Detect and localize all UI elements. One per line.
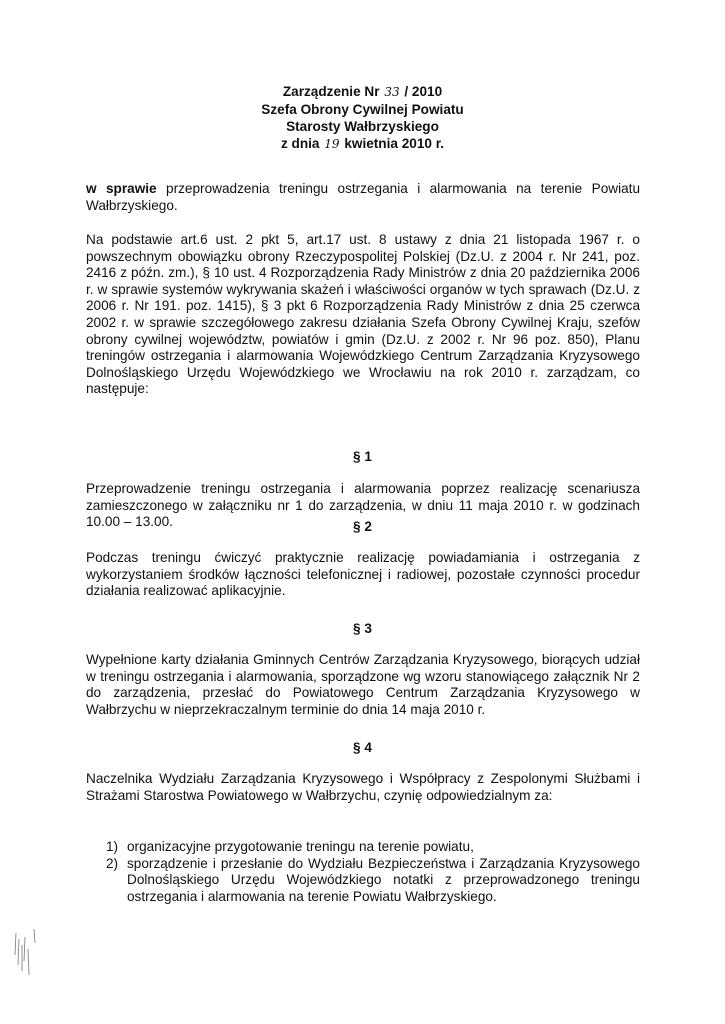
section-text-1: Przeprowadzenie treningu ostrzegania i alarmowania poprzez realizację scenariusza zamieszczonego w załączniku nr 1 do zarządzenia, w dniu 11 maja 2010 r. w godzinach 10.00 – 13.00. [86,481,640,530]
date-prefix: z dnia [280,136,320,151]
section-title-3: § 3 [353,621,372,636]
document-header [0,83,725,153]
legal-basis-paragraph: Na podstawie art.6 ust. 2 pkt 5, art.17 ust. 8 ustawy z dnia 21 listopada 1967 r. o powszechnym obowiązku obrony Rzeczypospolitej Polskiej (Dz.U. z 2004 r. Nr 241, poz. 2416 z późn. zm.), § 10 ust. 4 Rozporządzenia Rady Ministrów z dnia 20 października 2006 r. w sprawie systemów wykrywania skażeń i właściwości organów w tych sprawach (Dz.U. z 2006 r. Nr 191. poz. 1415), § 3 pkt 6 Rozporządzenia Rady Ministrów z dnia 25 czerwca 2002 r. w sprawie szczegółowego zakresu działania Szefa Obrony Cywilnej Kraju, szefów obrony cywilnej województw, powiatów i gmin (Dz.U. z 2002 r. Nr 96 poz. 850), Planu treningów ostrzegania i alarmowania Wojewódzkiego Centrum Zarządzania Kryzysowego Dolnośląskiego Urzędu Wojewódzkiego we Wrocławiu na rok 2010 r. zarządzam, co następuje: [86,232,640,397]
issuer-line: Szefa Obrony Cywilnej Powiatu [261,102,464,117]
order-title: Zarządzenie Nr [282,84,380,99]
section-text-4: Naczelnika Wydziału Zarządzania Kryzysowego i Współpracy z Zespolonymi Służbami i Strażami Starostwa Powiatowego w Wałbrzychu, czynię odpowiedzialnym za: [86,771,640,803]
section-text-3: Wypełnione karty działania Gminnych Centrów Zarządzania Kryzysowego, biorących udział w treningu ostrzegania i alarmowania, sporządzone wg wzoru stanowiącego załącznik Nr 2 do zarządzenia, przesłać do Powiatowego Centrum Zarządzania Kryzysowego w Wałbrzychu w nieprzekraczalnym terminie do dnia 14 maja 2010 r. [86,652,640,717]
subject-paragraph [86,181,640,214]
margin-scribble-mark [10,925,44,979]
list-item-number: 2) [106,855,119,871]
date-suffix: kwietnia 2010 r. [344,136,445,151]
list-item [106,856,640,906]
handwritten-day: 19 [324,137,340,151]
list-item [106,839,640,856]
list-item-text: organizacyjne przygotowanie treningu na terenie powiatu, [127,839,474,854]
order-year: / 2010 [404,84,443,99]
section-title-2: § 2 [353,519,372,534]
section-title-4: § 4 [353,740,372,755]
order-number-line [0,83,725,101]
list-item-number: 1) [106,839,119,854]
subject-lead: w sprawie [86,181,157,196]
section-title-1: § 1 [353,449,372,464]
section-text-2: Podczas treningu ćwiczyć praktycznie realizację powiadamiania i ostrzegania z wykorzystaniem środków łączności telefonicznej i radiowej, pozostałe czynności procedur działania realizować aplikacyjnie. [86,550,640,599]
responsibility-list [106,839,640,905]
list-item-text: sporządzenie i przesłanie do Wydziału Bezpieczeństwa i Zarządzania Kryzysowego Dolnośląskiego Urzędu Wojewódzkiego notatki z przeprowadzonego treningu ostrzegania i alarmowania na terenie Powiatu Wałbrzyskiego. [127,855,640,904]
subject-text: przeprowadzenia treningu ostrzegania i alarmowania na terenie Powiatu Wałbrzyskiego. [86,181,641,213]
issuer-line-2: Starosty Wałbrzyskiego [286,119,439,134]
handwritten-order-number: 33 [384,85,400,99]
date-line [0,135,725,153]
